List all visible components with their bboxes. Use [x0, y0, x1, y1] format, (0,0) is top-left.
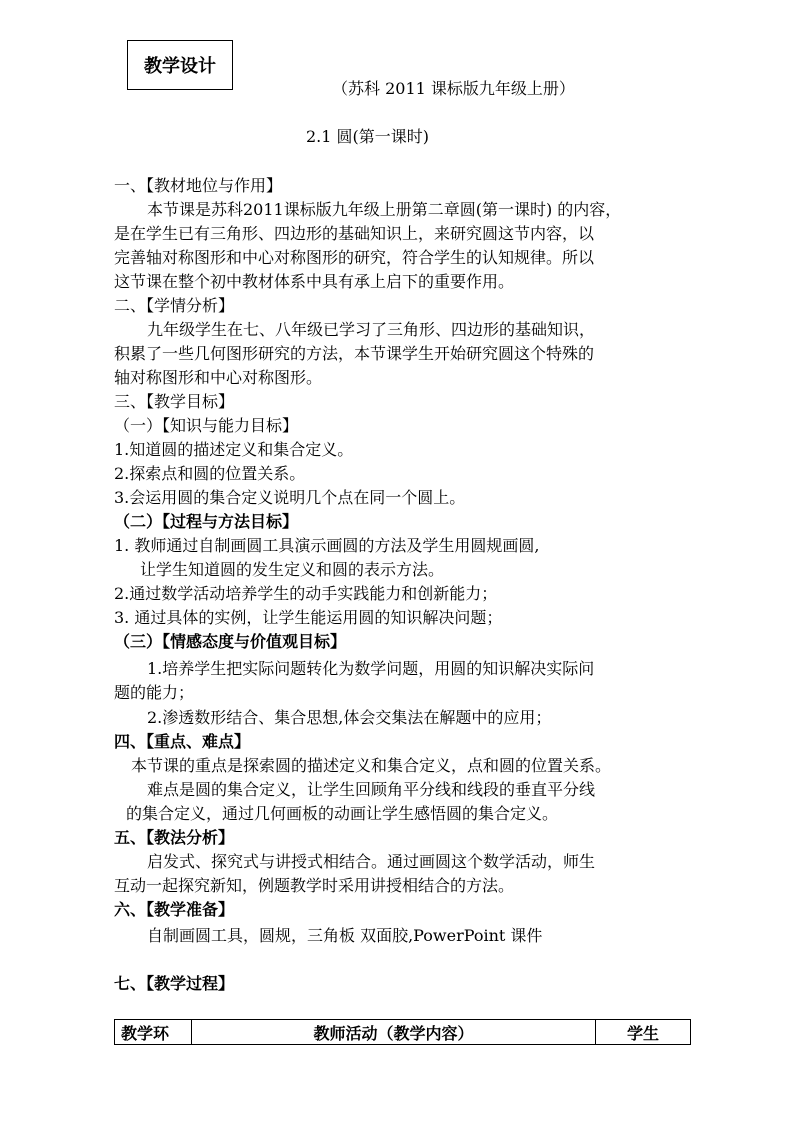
list-item: 2.探索点和圆的位置关系。 — [114, 464, 306, 483]
document-title: 教学设计 — [144, 56, 216, 77]
paragraph-line: 这节课在整个初中教材体系中具有承上启下的重要作用。 — [114, 272, 515, 291]
paragraph-line: 轴对称图形和中心对称图形。 — [114, 368, 323, 387]
list-item: 3. 通过具体的实例，让学生能运用圆的知识解决问题； — [114, 608, 503, 627]
list-item-continuation: 题的能力； — [114, 683, 195, 702]
lesson-title: 2.1 圆(第一课时) — [306, 127, 430, 146]
list-item: 1.培养学生把实际问题转化为数学问题，用圆的知识解决实际问 — [147, 659, 595, 678]
paragraph-line: 本节课的重点是探索圆的描述定义和集合定义，点和圆的位置关系。 — [131, 756, 612, 775]
paragraph-line: 难点是圆的集合定义，让学生回顾角平分线和线段的垂直平分线 — [147, 780, 596, 799]
document-subtitle: （苏科 2011 课标版九年级上册） — [332, 79, 575, 98]
section-heading: 六、【教学准备】 — [114, 900, 235, 919]
subsection-heading: （二）【过程与方法目标】 — [114, 512, 299, 531]
section-heading: 七、【教学过程】 — [114, 974, 235, 993]
paragraph-line: 的集合定义，通过几何画板的动画让学生感悟圆的集合定义。 — [126, 804, 559, 823]
subsection-heading: （三）【情感态度与价值观目标】 — [114, 632, 347, 651]
paragraph-line: 本节课是苏科2011课标版九年级上册第二章圆(第一课时) 的内容， — [147, 200, 622, 219]
paragraph-line: 完善轴对称图形和中心对称图形的研究，符合学生的认知规律。所以 — [114, 248, 595, 267]
list-item: 2.通过数学活动培养学生的动手实践能力和创新能力； — [114, 584, 498, 603]
table-header-cell: 教学环 — [115, 1020, 192, 1045]
table-header-cell: 教师活动（教学内容） — [192, 1020, 596, 1045]
list-item: 3.会运用圆的集合定义说明几个点在同一个圆上。 — [114, 488, 466, 507]
paragraph-line: 九年级学生在七、八年级已学习了三角形、四边形的基础知识， — [147, 320, 596, 339]
table-header-row — [115, 1020, 691, 1045]
list-item: 1. 教师通过自制画圆工具演示画圆的方法及学生用圆规画圆, — [114, 536, 540, 555]
teaching-process-table — [114, 1019, 691, 1045]
list-item-continuation: 让学生知道圆的发生定义和圆的表示方法。 — [140, 560, 445, 579]
paragraph-line: 积累了一些几何图形研究的方法，本节课学生开始研究圆这个特殊的 — [114, 344, 595, 363]
list-item: 2.渗透数形结合、集合思想,体会交集法在解题中的应用； — [147, 708, 552, 727]
paragraph-line: 是在学生已有三角形、四边形的基础知识上，来研究圆这节内容，以 — [114, 224, 595, 243]
section-heading: 一、【教材地位与作用】 — [114, 176, 283, 195]
document-title-box — [127, 40, 233, 90]
section-heading: 三、【教学目标】 — [114, 392, 235, 411]
subsection-heading: （一）【知识与能力目标】 — [114, 416, 299, 435]
section-heading: 二、【学情分析】 — [114, 296, 235, 315]
paragraph-line: 启发式、探究式与讲授式相结合。通过画圆这个数学活动，师生 — [147, 852, 596, 871]
paragraph-line: 自制画圆工具，圆规，三角板 双面胶,PowerPoint 课件 — [147, 926, 543, 945]
paragraph-line: 互动一起探究新知，例题教学时采用讲授相结合的方法。 — [114, 876, 515, 895]
list-item: 1.知道圆的描述定义和集合定义。 — [114, 440, 354, 459]
section-heading: 五、【教法分析】 — [114, 828, 235, 847]
table-header-cell: 学生 — [596, 1020, 691, 1045]
section-heading: 四、【重点、难点】 — [114, 732, 251, 751]
